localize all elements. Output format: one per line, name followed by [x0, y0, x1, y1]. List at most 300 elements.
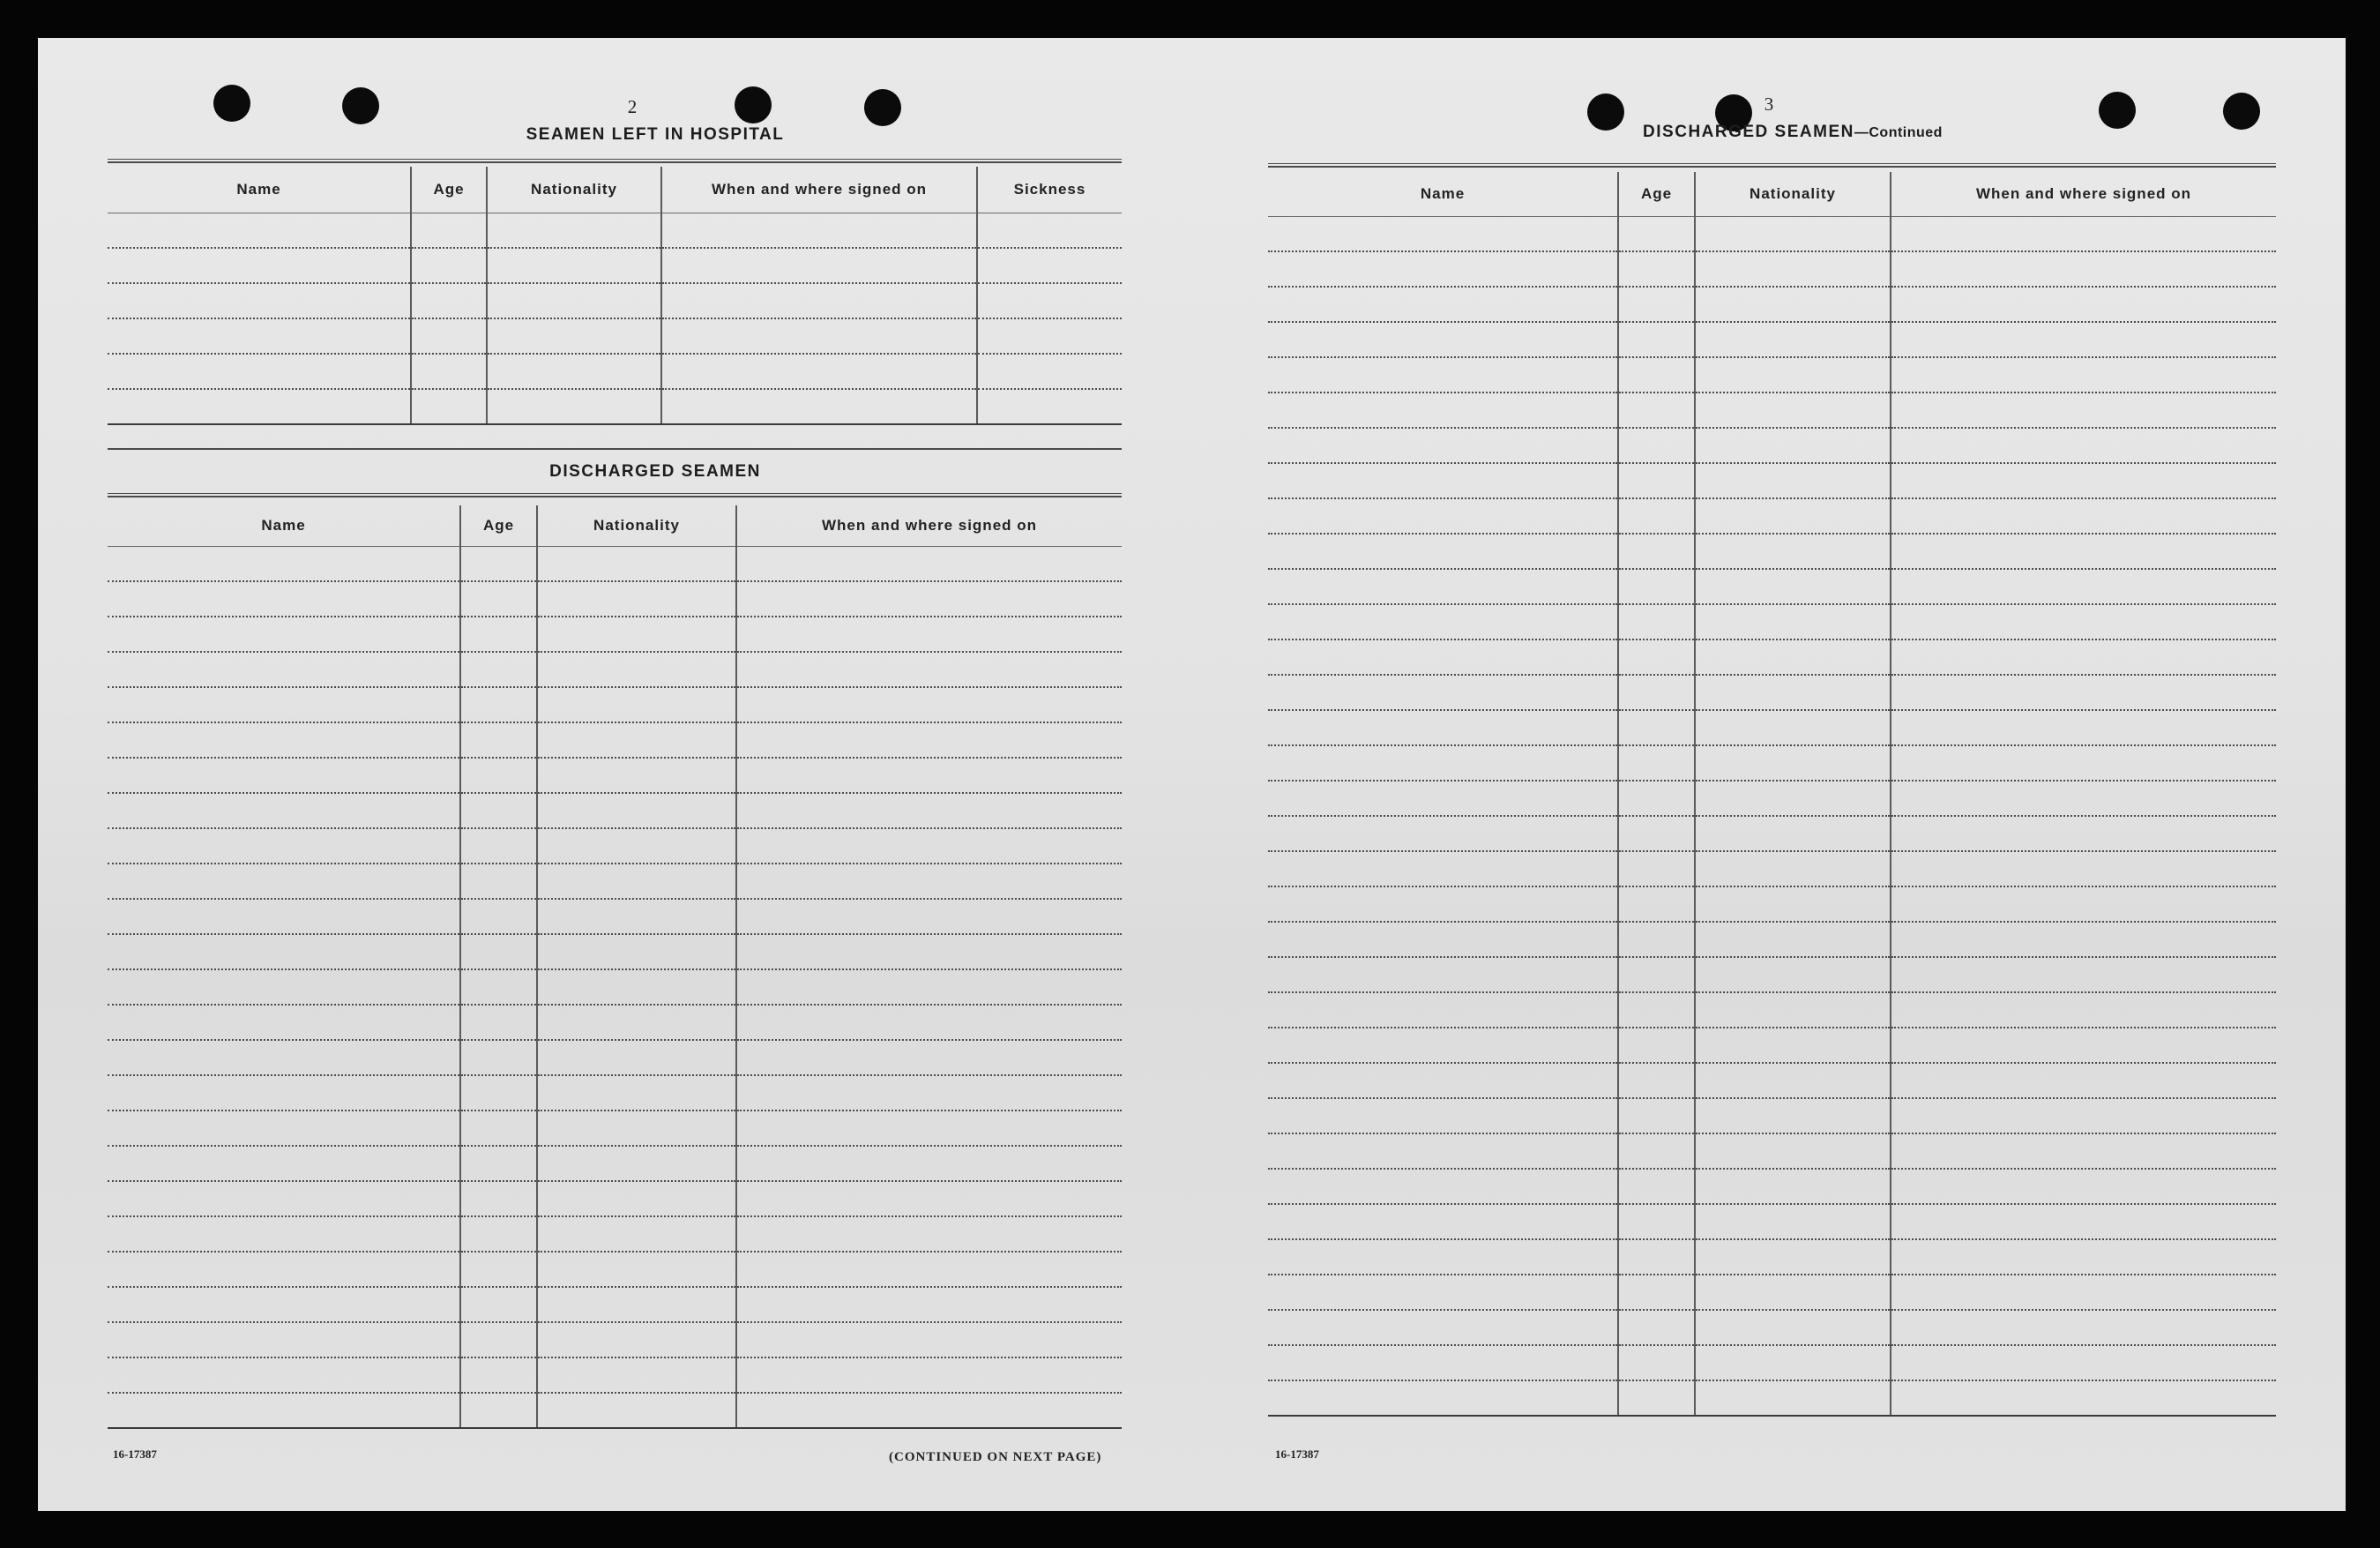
table-cell	[460, 1181, 537, 1216]
table-row	[1268, 710, 2276, 745]
table-cell	[736, 793, 1122, 828]
table-row	[108, 389, 1122, 424]
punch-hole	[2099, 92, 2136, 129]
table-row	[1268, 957, 2276, 992]
table-cell	[1268, 534, 1618, 569]
column-header-age: Age	[460, 505, 537, 546]
table-cell	[1268, 710, 1618, 745]
table-cell	[736, 1393, 1122, 1428]
table-cell	[1618, 992, 1695, 1028]
table-cell	[108, 687, 460, 722]
table-cell	[736, 652, 1122, 687]
table-cell	[736, 1357, 1122, 1393]
table-cell	[1695, 1345, 1891, 1380]
table-cell	[1891, 357, 2276, 393]
column-header-age: Age	[1618, 172, 1695, 216]
left-form-number: 16-17387	[113, 1447, 157, 1461]
table-cell	[460, 722, 537, 758]
punch-hole	[735, 86, 772, 123]
table-cell	[1695, 463, 1891, 498]
table-cell	[108, 652, 460, 687]
table-cell	[977, 389, 1122, 424]
table-cell	[1268, 675, 1618, 710]
table-row	[108, 1111, 1122, 1146]
column-header-name: Name	[108, 167, 411, 213]
table-row	[1268, 1380, 2276, 1416]
table-row	[1268, 1345, 2276, 1380]
table-row	[1268, 1133, 2276, 1169]
table-cell	[1618, 710, 1695, 745]
table-cell	[736, 969, 1122, 1005]
table-cell	[1268, 1204, 1618, 1239]
table-cell	[1268, 745, 1618, 781]
table-cell	[1695, 216, 1891, 251]
table-cell	[1618, 428, 1695, 463]
table-cell	[537, 1075, 736, 1111]
table-cell	[1618, 922, 1695, 957]
table-cell	[460, 687, 537, 722]
table-row	[1268, 922, 2276, 957]
table-row	[1268, 251, 2276, 287]
table-cell	[108, 248, 411, 283]
table-cell	[1891, 1310, 2276, 1345]
table-cell	[1268, 1310, 1618, 1345]
table-cell	[1695, 534, 1891, 569]
continued-on-next-page-note: (CONTINUED ON NEXT PAGE)	[889, 1450, 1102, 1464]
table-row	[1268, 816, 2276, 851]
table-cell	[460, 581, 537, 617]
right-page-number: 3	[1764, 93, 1774, 115]
table-cell	[1618, 639, 1695, 675]
table-cell	[1891, 393, 2276, 428]
table-cell	[1695, 393, 1891, 428]
table-cell	[736, 758, 1122, 793]
table-cell	[537, 1252, 736, 1287]
table-cell	[460, 652, 537, 687]
table-row	[1268, 463, 2276, 498]
table-cell	[411, 354, 487, 389]
table-row	[1268, 851, 2276, 886]
table-cell	[411, 213, 487, 248]
table-row	[108, 248, 1122, 283]
table-cell	[736, 1287, 1122, 1322]
table-cell	[1891, 1133, 2276, 1169]
table-cell	[1268, 428, 1618, 463]
table-row	[1268, 781, 2276, 816]
table-cell	[1618, 1028, 1695, 1063]
table-cell	[1891, 675, 2276, 710]
left-page-number: 2	[627, 96, 638, 117]
table-cell	[736, 1252, 1122, 1287]
table-cell	[1268, 463, 1618, 498]
table-cell	[977, 283, 1122, 318]
table-cell	[108, 793, 460, 828]
table-row	[108, 864, 1122, 899]
table-cell	[460, 1252, 537, 1287]
table-cell	[736, 581, 1122, 617]
table-cell	[1618, 957, 1695, 992]
table-cell	[537, 864, 736, 899]
table-cell	[1618, 1310, 1695, 1345]
table-cell	[1268, 393, 1618, 428]
table-cell	[1268, 781, 1618, 816]
table-cell	[1618, 498, 1695, 534]
table-cell	[1268, 1275, 1618, 1310]
table-cell	[108, 758, 460, 793]
table-cell	[537, 1287, 736, 1322]
table-cell	[1695, 569, 1891, 604]
discharged-top-rule	[108, 493, 1122, 497]
table-cell	[460, 1322, 537, 1357]
table-cell	[1695, 957, 1891, 992]
table-cell	[736, 1111, 1122, 1146]
table-cell	[108, 1252, 460, 1287]
table-cell	[460, 1287, 537, 1322]
table-cell	[1695, 1204, 1891, 1239]
table-cell	[1695, 1380, 1891, 1416]
table-cell	[1695, 851, 1891, 886]
table-cell	[460, 1216, 537, 1252]
table-cell	[1695, 886, 1891, 922]
table-row	[1268, 498, 2276, 534]
table-cell	[1695, 251, 1891, 287]
table-cell	[1695, 781, 1891, 816]
table-cell	[1695, 498, 1891, 534]
table-cell	[411, 318, 487, 354]
table-cell	[1618, 1204, 1695, 1239]
table-cell	[1618, 463, 1695, 498]
table-cell	[1695, 1169, 1891, 1204]
table-cell	[537, 1393, 736, 1428]
table-cell	[1268, 1063, 1618, 1098]
table-cell	[1618, 287, 1695, 322]
table-cell	[537, 1146, 736, 1181]
table-cell	[1695, 357, 1891, 393]
table-row	[108, 283, 1122, 318]
hospital-table	[108, 167, 1122, 425]
table-row	[1268, 1275, 2276, 1310]
discharged-section-title: DISCHARGED SEAMEN	[549, 462, 761, 481]
table-row	[108, 318, 1122, 354]
table-cell	[108, 1322, 460, 1357]
table-cell	[1695, 992, 1891, 1028]
table-cell	[537, 1216, 736, 1252]
punch-hole	[342, 87, 379, 124]
column-header-name: Name	[108, 505, 460, 546]
table-cell	[1268, 604, 1618, 639]
table-cell	[1268, 886, 1618, 922]
table-cell	[108, 1005, 460, 1040]
table-cell	[736, 617, 1122, 652]
table-cell	[411, 283, 487, 318]
table-cell	[1618, 569, 1695, 604]
table-row	[108, 1146, 1122, 1181]
table-cell	[1618, 393, 1695, 428]
table-cell	[460, 1005, 537, 1040]
table-cell	[1268, 957, 1618, 992]
table-cell	[108, 1146, 460, 1181]
table-cell	[460, 1111, 537, 1146]
column-header-when-where-signed-on: When and where signed on	[736, 505, 1122, 546]
table-cell	[108, 389, 411, 424]
document-sheet	[38, 38, 2346, 1511]
table-row	[1268, 604, 2276, 639]
table-row	[1268, 745, 2276, 781]
hospital-section-title: SEAMEN LEFT IN HOSPITAL	[526, 125, 785, 144]
table-cell	[108, 213, 411, 248]
table-cell	[1268, 1133, 1618, 1169]
table-cell	[411, 389, 487, 424]
table-cell	[108, 1075, 460, 1111]
table-cell	[537, 969, 736, 1005]
table-row	[1268, 357, 2276, 393]
table-cell	[537, 934, 736, 969]
table-cell	[487, 389, 661, 424]
table-cell	[460, 758, 537, 793]
table-row	[108, 722, 1122, 758]
table-cell	[661, 283, 977, 318]
table-row	[108, 546, 1122, 581]
discharged-continued-table	[1268, 172, 2276, 1417]
table-cell	[1891, 322, 2276, 357]
table-cell	[1268, 1028, 1618, 1063]
table-row	[1268, 1169, 2276, 1204]
table-cell	[1695, 710, 1891, 745]
table-cell	[108, 864, 460, 899]
table-cell	[1618, 851, 1695, 886]
discharged-continued-title	[1616, 123, 1969, 142]
table-cell	[537, 617, 736, 652]
table-cell	[661, 354, 977, 389]
table-row	[108, 1040, 1122, 1075]
table-cell	[1695, 745, 1891, 781]
table-cell	[460, 793, 537, 828]
table-row	[1268, 569, 2276, 604]
table-cell	[487, 283, 661, 318]
table-row	[108, 1357, 1122, 1393]
table-cell	[1618, 781, 1695, 816]
table-cell	[736, 1075, 1122, 1111]
column-header-when-where-signed-on: When and where signed on	[1891, 172, 2276, 216]
table-cell	[537, 546, 736, 581]
table-cell	[1891, 251, 2276, 287]
table-cell	[537, 758, 736, 793]
table-row	[108, 687, 1122, 722]
table-cell	[736, 828, 1122, 864]
table-cell	[537, 581, 736, 617]
table-row	[108, 1005, 1122, 1040]
table-cell	[108, 354, 411, 389]
table-cell	[736, 864, 1122, 899]
table-row	[1268, 534, 2276, 569]
table-cell	[1695, 1063, 1891, 1098]
table-cell	[1695, 604, 1891, 639]
table-cell	[1268, 1380, 1618, 1416]
table-row	[1268, 639, 2276, 675]
table-cell	[1268, 251, 1618, 287]
table-cell	[460, 546, 537, 581]
table-cell	[1268, 851, 1618, 886]
table-cell	[537, 1111, 736, 1146]
table-cell	[977, 213, 1122, 248]
table-cell	[460, 899, 537, 934]
table-cell	[1891, 639, 2276, 675]
table-cell	[108, 1181, 460, 1216]
table-cell	[1618, 745, 1695, 781]
table-row	[108, 581, 1122, 617]
table-cell	[736, 1322, 1122, 1357]
table-cell	[537, 899, 736, 934]
table-cell	[1695, 322, 1891, 357]
table-row	[108, 828, 1122, 864]
punch-hole	[864, 89, 901, 126]
table-cell	[1891, 851, 2276, 886]
table-cell	[1891, 745, 2276, 781]
table-cell	[1891, 992, 2276, 1028]
table-cell	[1891, 534, 2276, 569]
table-cell	[537, 652, 736, 687]
table-cell	[487, 354, 661, 389]
table-cell	[1618, 322, 1695, 357]
table-cell	[1618, 1063, 1695, 1098]
table-cell	[1695, 1028, 1891, 1063]
table-row	[108, 1393, 1122, 1428]
table-cell	[1268, 992, 1618, 1028]
table-cell	[460, 828, 537, 864]
table-cell	[736, 1005, 1122, 1040]
table-cell	[1268, 1345, 1618, 1380]
table-cell	[1891, 1169, 2276, 1204]
table-cell	[108, 1287, 460, 1322]
table-cell	[1695, 922, 1891, 957]
table-cell	[1891, 710, 2276, 745]
table-cell	[1891, 1063, 2276, 1098]
table-cell	[1695, 1239, 1891, 1275]
table-cell	[108, 617, 460, 652]
table-cell	[1891, 781, 2276, 816]
table-cell	[1268, 322, 1618, 357]
table-cell	[1891, 428, 2276, 463]
table-cell	[736, 1146, 1122, 1181]
table-cell	[1268, 922, 1618, 957]
punch-hole	[2223, 93, 2260, 130]
table-row	[108, 617, 1122, 652]
table-cell	[661, 213, 977, 248]
table-cell	[460, 864, 537, 899]
table-row	[1268, 287, 2276, 322]
table-row	[108, 1181, 1122, 1216]
column-header-when-where-signed-on: When and where signed on	[661, 167, 977, 213]
table-cell	[1618, 534, 1695, 569]
table-cell	[1268, 1239, 1618, 1275]
punch-hole	[213, 85, 250, 122]
table-cell	[661, 389, 977, 424]
table-cell	[537, 687, 736, 722]
table-cell	[1618, 216, 1695, 251]
table-cell	[537, 1040, 736, 1075]
table-cell	[977, 318, 1122, 354]
table-row	[1268, 1028, 2276, 1063]
table-cell	[108, 1393, 460, 1428]
table-cell	[108, 722, 460, 758]
table-cell	[1891, 922, 2276, 957]
table-cell	[736, 1040, 1122, 1075]
table-cell	[1618, 1380, 1695, 1416]
table-row	[108, 758, 1122, 793]
table-cell	[1891, 604, 2276, 639]
table-cell	[108, 969, 460, 1005]
table-cell	[1618, 251, 1695, 287]
table-cell	[1618, 1169, 1695, 1204]
table-cell	[1695, 1098, 1891, 1133]
table-cell	[460, 969, 537, 1005]
table-cell	[1695, 1275, 1891, 1310]
table-cell	[1268, 1098, 1618, 1133]
table-cell	[1891, 816, 2276, 851]
table-cell	[108, 934, 460, 969]
table-cell	[108, 283, 411, 318]
table-cell	[1268, 287, 1618, 322]
table-cell	[108, 581, 460, 617]
table-cell	[661, 248, 977, 283]
table-row	[108, 652, 1122, 687]
table-cell	[108, 1357, 460, 1393]
table-cell	[1695, 675, 1891, 710]
table-row	[1268, 428, 2276, 463]
table-cell	[1695, 287, 1891, 322]
table-cell	[1618, 357, 1695, 393]
column-header-age: Age	[411, 167, 487, 213]
table-row	[108, 354, 1122, 389]
table-cell	[460, 1393, 537, 1428]
table-cell	[537, 722, 736, 758]
table-cell	[537, 828, 736, 864]
table-cell	[1695, 428, 1891, 463]
table-cell	[537, 1005, 736, 1040]
table-cell	[1618, 1275, 1695, 1310]
table-cell	[108, 1216, 460, 1252]
hospital-top-rule	[108, 159, 1122, 163]
table-row	[108, 793, 1122, 828]
table-cell	[1618, 816, 1695, 851]
table-row	[1268, 1063, 2276, 1098]
table-row	[1268, 322, 2276, 357]
table-row	[1268, 393, 2276, 428]
table-cell	[1891, 216, 2276, 251]
table-row	[108, 1287, 1122, 1322]
table-cell	[108, 899, 460, 934]
table-cell	[1695, 816, 1891, 851]
table-cell	[1268, 216, 1618, 251]
table-row	[108, 1252, 1122, 1287]
table-cell	[1618, 1239, 1695, 1275]
table-row	[1268, 992, 2276, 1028]
table-cell	[1891, 463, 2276, 498]
table-cell	[1891, 1380, 2276, 1416]
discharged-table	[108, 505, 1122, 1429]
table-cell	[460, 1075, 537, 1111]
table-cell	[537, 1357, 736, 1393]
table-cell	[1268, 639, 1618, 675]
table-row	[108, 969, 1122, 1005]
table-cell	[1618, 604, 1695, 639]
table-cell	[977, 354, 1122, 389]
table-cell	[1268, 498, 1618, 534]
table-cell	[1891, 569, 2276, 604]
table-row	[1268, 1310, 2276, 1345]
table-row	[1268, 886, 2276, 922]
table-cell	[736, 546, 1122, 581]
